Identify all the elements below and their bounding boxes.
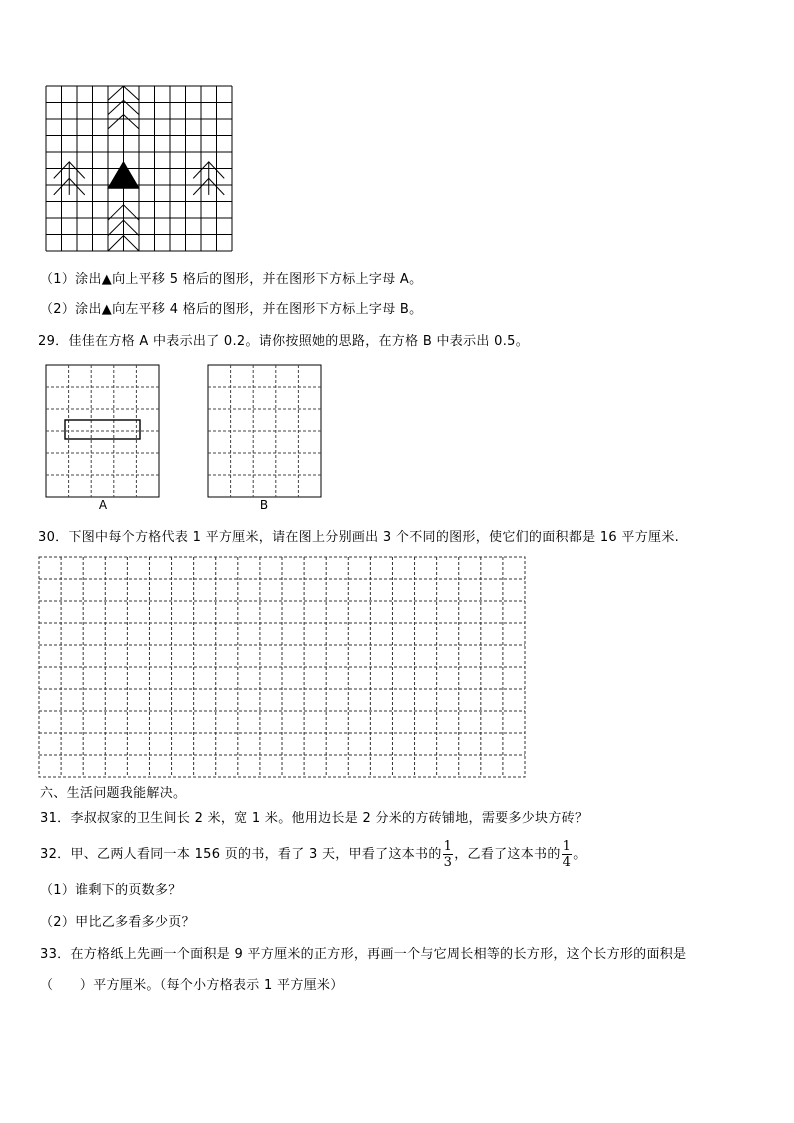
q28-sub1: （1）涂出▲向上平移 5 格后的图形，并在图形下方标上字母 A。 [40, 272, 423, 287]
shaded-rectangle [65, 420, 140, 439]
q30-text: 30．下图中每个方格代表 1 平方厘米，请在图上分别画出 3 个不同的图形，使它们的面积都是 16 平方厘米. [38, 530, 680, 545]
frac2-num: 1 [562, 839, 572, 854]
translation-grid [44, 85, 236, 255]
grid-b [207, 364, 325, 514]
q32-text [40, 838, 587, 872]
frac1-num: 1 [443, 839, 453, 854]
q32-text-c: 。 [573, 847, 587, 862]
q28-sub2: （2）涂出▲向左平移 4 格后的图形，并在图形下方标上字母 B。 [40, 302, 423, 317]
fraction-one-third [443, 839, 454, 870]
grid-a-label: A [98, 498, 108, 512]
grid-a [45, 364, 163, 514]
fraction-one-fourth [562, 839, 573, 870]
q29-text: 29．佳佳在方格 A 中表示出了 0.2。请你按照她的思路，在方格 B 中表示出 0.5。 [38, 334, 529, 349]
q33-line1: 33．在方格纸上先画一个面积是 9 平方厘米的正方形，再画一个与它周长相等的长方形，这个长方形的面积是 [40, 947, 687, 962]
q32-text-a: 32．甲、乙两人看同一本 156 页的书，看了 3 天，甲看了这本书的 [40, 847, 442, 862]
section6-title: 六、生活问题我能解决。 [40, 786, 187, 801]
grid-b-label: B [259, 498, 269, 512]
q31-text: 31．李叔叔家的卫生间长 2 米，宽 1 米。他用边长是 2 分米的方砖铺地，需要多少块方砖？ [40, 811, 589, 826]
black-triangle-icon [108, 162, 139, 188]
q33-line2: （ ）平方厘米。（每个小方格表示 1 平方厘米） [40, 978, 344, 993]
area-grid [38, 556, 528, 780]
frac2-den: 4 [562, 855, 572, 870]
frac1-den: 3 [443, 855, 453, 870]
q32-sub2: （2）甲比乙多看多少页？ [40, 915, 195, 930]
q32-sub1: （1）谁剩下的页数多？ [40, 883, 182, 898]
q32-text-b: ，乙看了这本书的 [454, 847, 561, 862]
